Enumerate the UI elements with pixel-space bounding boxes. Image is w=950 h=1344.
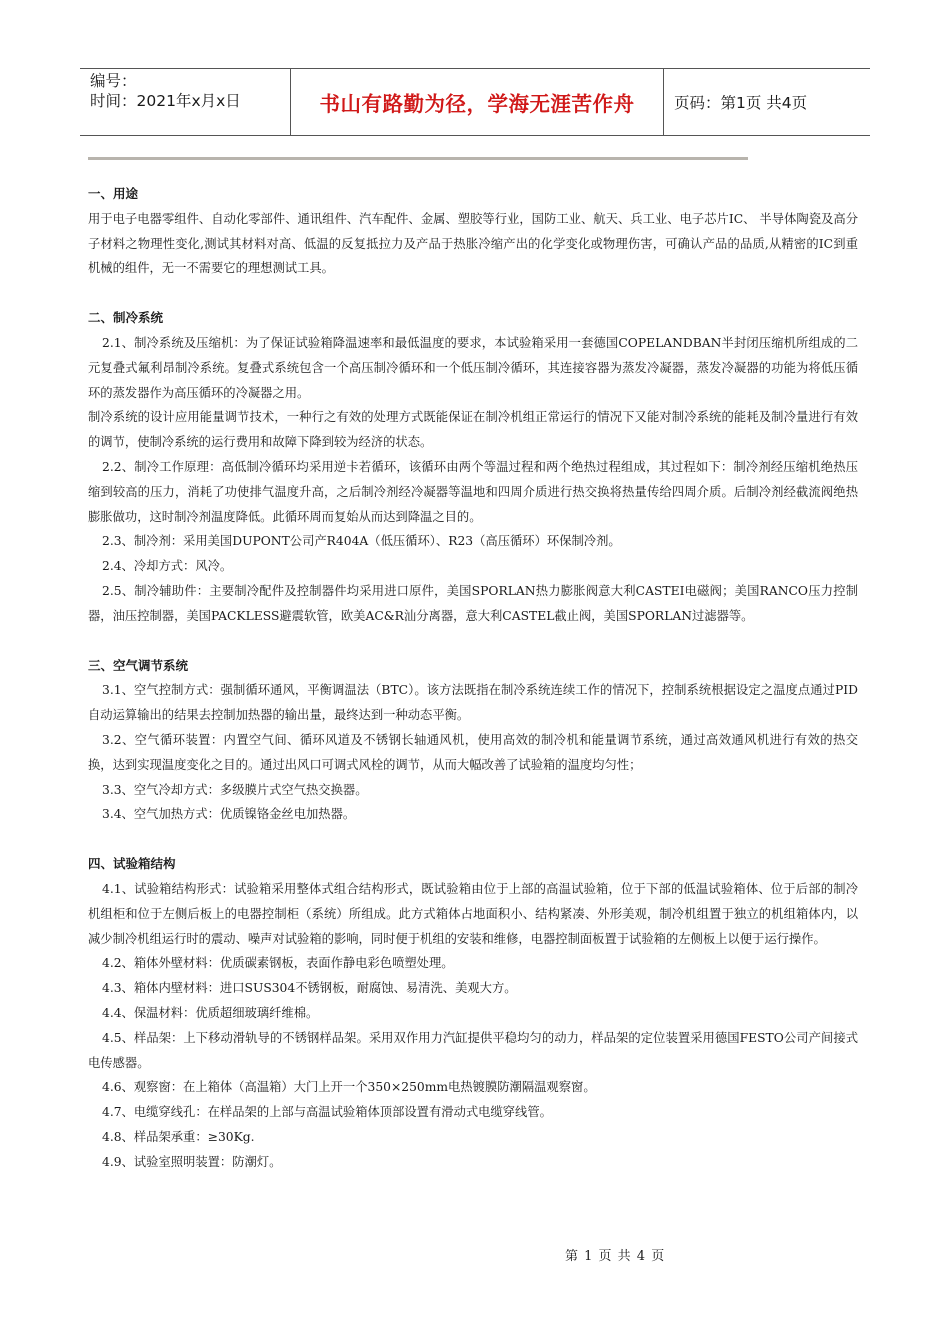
section-paragraph: 4.4、保温材料：优质超细玻璃纤维棉。: [102, 1005, 319, 1020]
document-date: 时间：2021年x月x日: [90, 92, 241, 110]
header-meta: [80, 69, 291, 135]
section-spacer: [88, 629, 858, 654]
section-title: 四、试验箱结构: [88, 856, 176, 872]
section-paragraph: 4.3、箱体内壁材料：进口SUS304不锈钢板，耐腐蚀、易清洗、美观大方。: [102, 981, 517, 996]
section-paragraph: 4.2、箱体外壁材料：优质碳素钢板，表面作静电彩色喷塑处理。: [102, 956, 454, 971]
section-spacer: [88, 281, 858, 306]
section-paragraph: 2.4、冷却方式：风冷。: [102, 559, 233, 574]
section-paragraph: 4.9、试验室照明装置：防潮灯。: [102, 1154, 282, 1169]
document-number-label: 编号：: [90, 72, 137, 90]
section-title: 一、用途: [88, 186, 139, 201]
header-motto: 书山有路勤为径，学海无涯苦作舟: [291, 69, 664, 135]
section-paragraph: 用于电子电器零组件、自动化零部件、通讯组件、汽车配件、金属、塑胶等行业，国防工业、航天、兵工业、电子芯片IC、 半导体陶瓷及高分子材料之物理性变化,测试其材料对高、低温的反复抵拉力及产品于热胀冷缩产出的化学变化或物理伤害，可确认产品的品质,从精密的IC到重机械的组件，无一不需要它的理想测试工具。: [88, 211, 858, 276]
section-paragraph: 2.2、制冷工作原理：高低制冷循环均采用逆卡若循环，该循环由两个等温过程和两个绝热过程组成，其过程如下：制冷剂经压缩机绝热压缩到较高的压力，消耗了功使排气温度升高，之后制冷剂经冷凝器等温地和四周介质进行热交换将热量传给四周介质。后制冷剂经截流阀绝热膨胀做功，这时制冷剂温度降低。此循环周而复始从而达到降温之目的。: [88, 459, 858, 524]
header-divider: [88, 157, 748, 160]
section-title: 二、制冷系统: [88, 310, 164, 326]
section-paragraph: 2.3、制冷剂：采用美国DUPONT公司产R404A（低压循环）、R23（高压循环）环保制冷剂。: [102, 534, 621, 549]
section-paragraph: 4.8、样品架承重：≥30Kg.: [102, 1129, 255, 1144]
section-spacer: [88, 827, 858, 852]
section-paragraph: 4.5、样品架：上下移动滑轨导的不锈钢样品架。采用双作用力汽缸提供平稳均匀的动力，样品架的定位装置采用德国FESTO公司产间接式电传感器。: [88, 1030, 858, 1070]
section-paragraph: 2.1、制冷系统及压缩机：为了保证试验箱降温速率和最低温度的要求，本试验箱采用一套德国COPELANDBAN半封闭压缩机所组成的二元复叠式氟利昂制冷系统。复叠式系统包含一个高压制冷循环和一个低压制冷循环，其连接容器为蒸发冷凝器，蒸发冷凝器的功能为将低压循环的蒸发器作为高压循环的冷凝器之用。: [88, 335, 858, 400]
section-paragraph: 3.4、空气加热方式：优质镍铬金丝电加热器。: [102, 807, 356, 822]
page-footer: 第 1 页 共 4 页: [565, 1249, 666, 1264]
document-header: [80, 68, 870, 136]
section-paragraph: 4.7、电缆穿线孔：在样品架的上部与高温试验箱体顶部设置有滑动式电缆穿线管。: [102, 1105, 552, 1120]
section-paragraph: 3.2、空气循环装置：内置空气间、循环风道及不锈钢长轴通风机，使用高效的制冷机和能量调节系统，通过高效通风机进行有效的热交换，达到实现温度变化之目的。通过出风口可调式风栓的调节，从而大幅改善了试验箱的温度均匀性；: [88, 732, 858, 772]
section-paragraph: 2.5、制冷辅助件：主要制冷配件及控制器件均采用进口原件，美国SPORLAN热力膨胀阀意大利CASTEI电磁阀；美国RANCO压力控制器，油压控制器，美国PACKLESS避震软管，欧美AC&R汕分离器，意大利CASTEL截止阀，美国SPORLAN过滤器等。: [88, 583, 858, 623]
section-paragraph: 制冷系统的设计应用能量调节技术，一种行之有效的处理方式既能保证在制冷机组正常运行的情况下又能对制冷系统的能耗及制冷量进行有效的调节，使制冷系统的运行费用和故障下降到较为经济的状态。: [88, 410, 858, 450]
section-paragraph: 4.1、试验箱结构形式：试验箱采用整体式组合结构形式，既试验箱由位于上部的高温试验箱，位于下部的低温试验箱体、位于后部的制冷机组柜和位于左侧后板上的电器控制柜（系统）所组成。此方式箱体占地面积小、结构紧凑、外形美观，制冷机组置于独立的机组箱体内，以减少制冷机组运行时的震动、噪声对试验箱的影响，同时便于机组的安装和维修，电器控制面板置于试验箱的左侧板上以便于运行操作。: [88, 881, 858, 946]
section-title: 三、空气调节系统: [88, 657, 189, 673]
document-body: [88, 182, 858, 1174]
section-paragraph: 3.3、空气冷却方式：多级膜片式空气热交换器。: [102, 782, 368, 797]
section-paragraph: 3.1、空气控制方式：强制循环通风，平衡调温法（BTC）。该方法既指在制冷系统连续工作的情况下，控制系统根据设定之温度点通过PID自动运算输出的结果去控制加热器的输出量，最终达到一种动态平衡。: [88, 683, 858, 723]
header-page-info: 页码：第1页 共4页: [674, 94, 808, 112]
section-paragraph: 4.6、观察窗：在上箱体（高温箱）大门上开一个350×250mm电热镀膜防潮隔温观察窗。: [102, 1080, 596, 1095]
